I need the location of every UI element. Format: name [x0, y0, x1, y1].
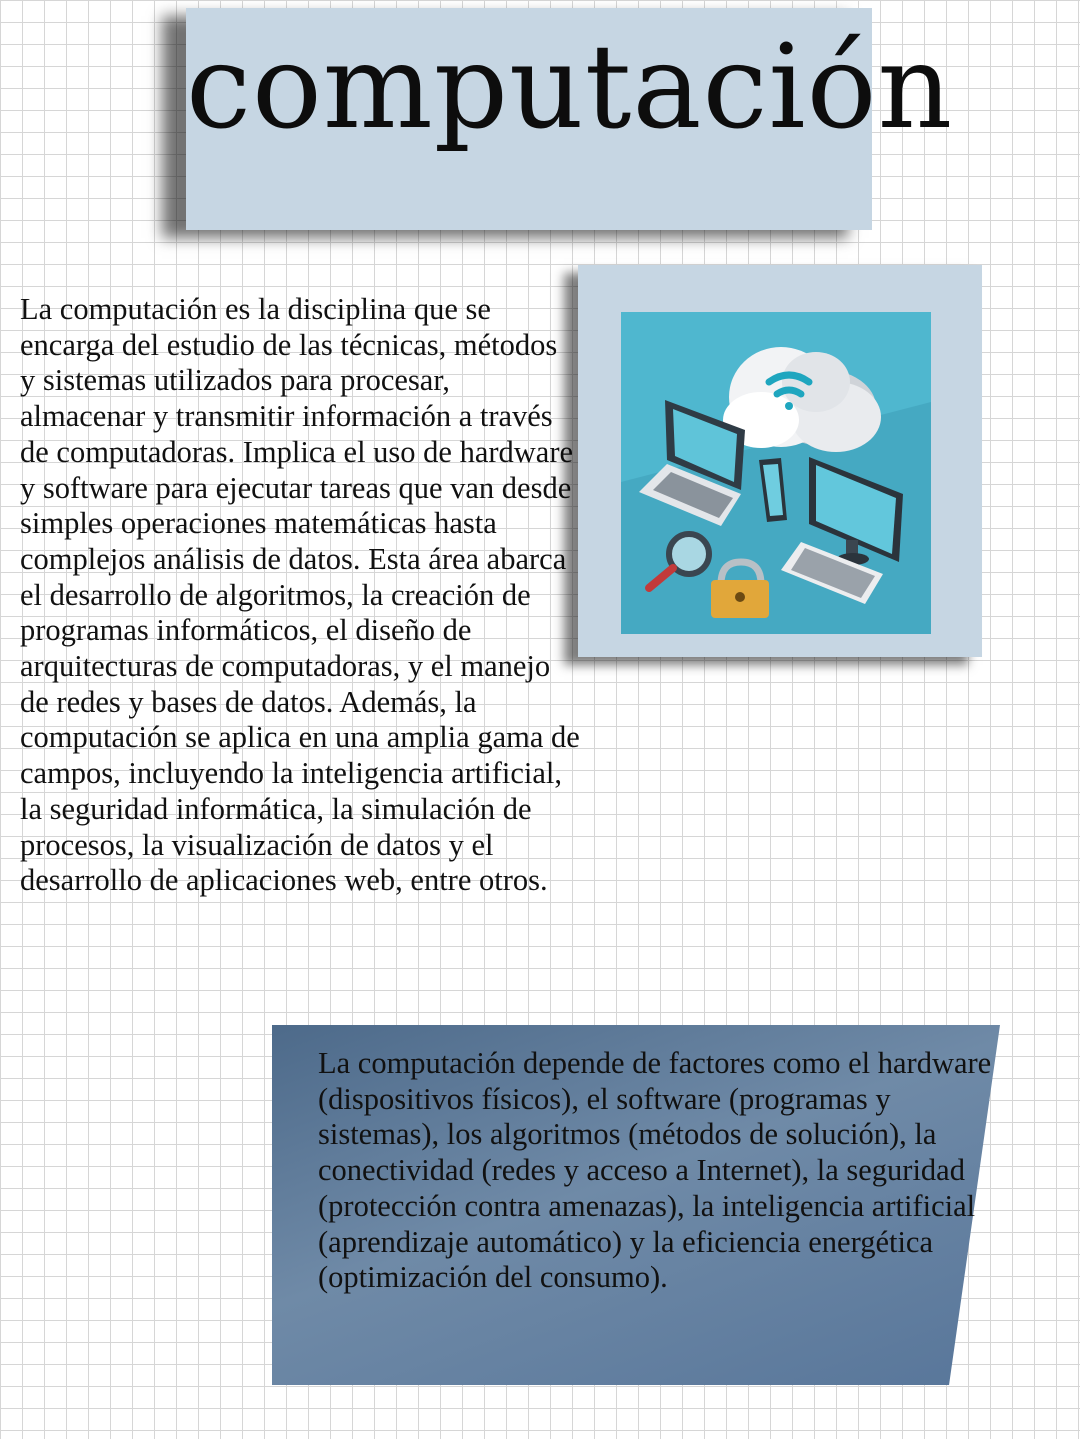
- main-paragraph: La computación es la disciplina que se encarga del estudio de las técnicas, métodos y sistemas utilizados para procesar, almacenar y transmitir información a través de computadoras. Implica el uso de hardware y software para ejecutar tareas que van desde simples operaciones matemáticas hasta complejos análisis de datos. Esta área abarca el desarrollo de algoritmos, la creación de programas informáticos, el diseño de arquitecturas de computadoras, y el manejo de redes y bases de datos. Además, la computación se aplica en una amplia gama de campos, incluyendo la inteligencia artificial, la seguridad informática, la simulación de procesos, la visualización de datos y el desarrollo de aplicaciones web, entre otros.: [20, 292, 580, 898]
- note-paragraph: La computación depende de factores como el hardware (dispositivos físicos), el software (programas y sistemas), los algoritmos (métodos de solución), la conectividad (redes y acceso a Internet), la seguridad (protección contra amenazas), la inteligencia artificial (aprendizaje automático) y la eficiencia energética (optimización del consumo).: [318, 1046, 992, 1295]
- computing-illustration: [621, 312, 931, 634]
- illustration-card: [578, 265, 982, 657]
- page-title: computación: [186, 20, 954, 155]
- title-card: [186, 8, 954, 230]
